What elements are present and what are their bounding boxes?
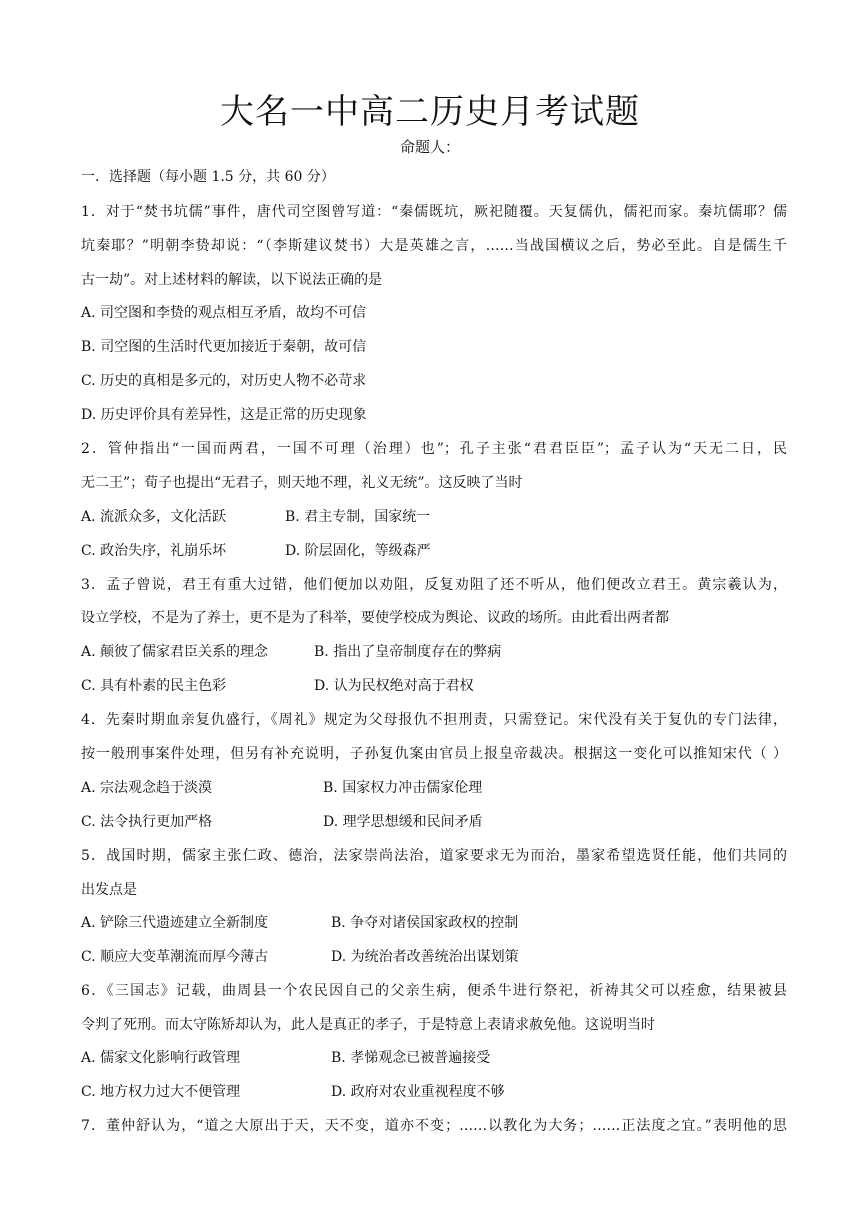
question-4-option-b[interactable]: B. 国家权力冲击儒家伦理: [323, 780, 483, 796]
question-4-line-1: 4．先秦时期血亲复仇盛行，《周礼》规定为父母报仇不担刑责，只需登记。宋代没有关于复仇的专门法律，: [81, 712, 787, 728]
question-2-line-2: 无二王”；荀子也提出“无君子，则天地不理，礼义无统”。这反映了当时: [81, 475, 523, 491]
question-2-option-b[interactable]: B. 君主专制，国家统一: [285, 509, 431, 525]
question-3-option-d[interactable]: D. 认为民权绝对高于君权: [314, 678, 474, 694]
question-1-option-c[interactable]: C. 历史的真相是多元的，对历史人物不必苛求: [81, 373, 367, 389]
question-3-line-2: 设立学校，不是为了养士，更不是为了科举，要使学校成为舆论、议政的场所。由此看出两者都: [81, 610, 669, 626]
question-2-line-1: 2．管仲指出“一国而两君，一国不可理（治理）也”；孔子主张“君君臣臣”；孟子认为“天无二日，民: [81, 441, 787, 457]
page-title: 大名一中高二历史月考试题: [220, 92, 640, 132]
question-3-line-1: 3．孟子曾说，君王有重大过错，他们便加以劝阻，反复劝阻了还不听从，他们便改立君王。黄宗羲认为，: [81, 577, 787, 593]
question-6-line-1: 6．《三国志》记载，曲周县一个农民因自己的父亲生病，便杀牛进行祭祀，祈祷其父可以痊愈，结果被县: [81, 983, 787, 999]
question-1-option-b[interactable]: B. 司空图的生活时代更加接近于秦朝，故可信: [81, 339, 367, 355]
author-line: 命题人：: [399, 138, 460, 156]
question-5-option-d[interactable]: D. 为统治者改善统治出谋划策: [331, 949, 519, 965]
question-3-option-a[interactable]: A. 颠彼了儒家君臣关系的理念: [81, 644, 269, 660]
question-3-option-c[interactable]: C. 具有朴素的民主色彩: [81, 678, 227, 694]
question-5-option-a[interactable]: A. 铲除三代遗迹建立全新制度: [81, 915, 269, 931]
question-6-option-c[interactable]: C. 地方权力过大不便管理: [81, 1084, 241, 1100]
question-2-option-d[interactable]: D. 阶层固化，等级森严: [285, 543, 431, 559]
question-6-option-b[interactable]: B. 孝悌观念已被普遍接受: [331, 1050, 491, 1066]
question-2-option-a[interactable]: A. 流派众多，文化活跃: [81, 509, 227, 525]
question-5-option-c[interactable]: C. 顺应大变革潮流而厚今薄古: [81, 949, 269, 965]
question-6-line-2: 令判了死刑。而太守陈矫却认为，此人是真正的孝子，于是特意上表请求赦免他。这说明当时: [81, 1017, 655, 1033]
question-4-line-2: 按一般刑事案件处理，但另有补充说明，子孙复仇案由官员上报皇帝裁决。根据这一变化可以推知宋代（ ）: [81, 746, 787, 762]
question-4-option-d[interactable]: D. 理学思想缓和民间矛盾: [323, 814, 483, 830]
question-3-option-b[interactable]: B. 指出了皇帝制度存在的弊病: [314, 644, 502, 660]
question-7-line-1: 7．董仲舒认为，“道之大原出于天，天不变，道亦不变；……以教化为大务；……正法度之宜。”表明他的思: [81, 1118, 787, 1134]
question-1-line-3: 古一劫”。对上述材料的解读，以下说法正确的是: [81, 272, 383, 288]
question-1-line-2: 坑秦耶？”明朝李贽却说：“（李斯建议焚书）大是英雄之言，……当战国横议之后，势必至此。自是儒生千: [81, 238, 787, 254]
section-heading: 一．选择题（每小题 1.5 分，共 60 分）: [81, 169, 335, 185]
question-2-option-c[interactable]: C. 政治失序，礼崩乐坏: [81, 543, 227, 559]
question-4-option-a[interactable]: A. 宗法观念趋于淡漠: [81, 780, 213, 796]
question-5-line-1: 5．战国时期，儒家主张仁政、德治，法家崇尚法治，道家要求无为而治，墨家希望选贤任能，他们共同的: [81, 848, 787, 864]
question-1-line-1: 1．对于“焚书坑儒”事件，唐代司空图曾写道：“秦儒既坑，厥祀随覆。天复儒仇，儒祀而家。秦坑儒耶？儒: [81, 204, 787, 220]
question-6-option-a[interactable]: A. 儒家文化影响行政管理: [81, 1050, 241, 1066]
question-4-option-c[interactable]: C. 法令执行更加严格: [81, 814, 213, 830]
question-1-option-d[interactable]: D. 历史评价具有差异性，这是正常的历史现象: [81, 407, 367, 423]
question-1-option-a[interactable]: A. 司空图和李贽的观点相互矛盾，故均不可信: [81, 305, 367, 321]
question-5-line-2: 出发点是: [81, 882, 137, 898]
question-6-option-d[interactable]: D. 政府对农业重视程度不够: [331, 1084, 505, 1100]
question-5-option-b[interactable]: B. 争夺对诸侯国家政权的控制: [331, 915, 519, 931]
